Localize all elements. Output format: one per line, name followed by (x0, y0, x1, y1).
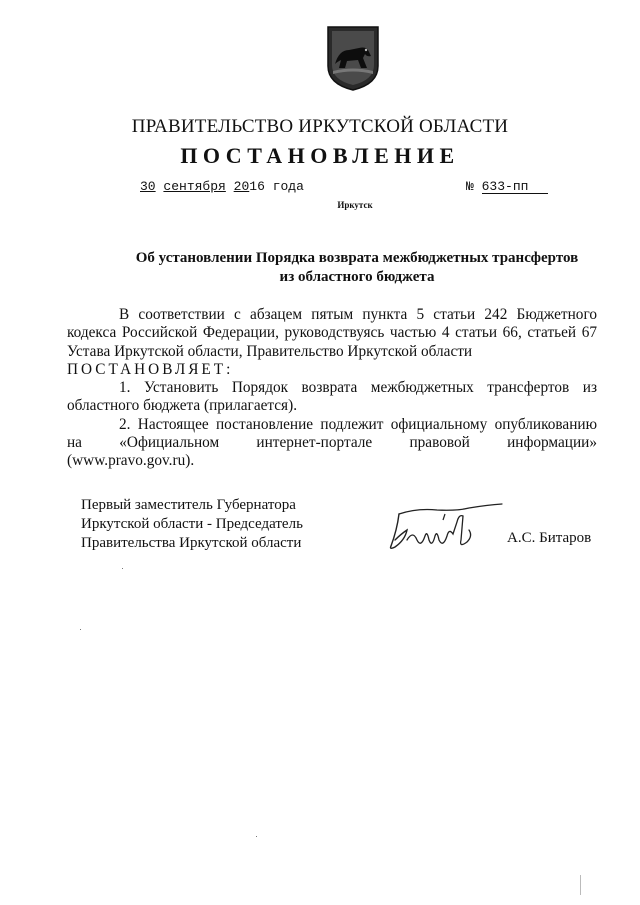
resolve-word: ПОСТАНОВЛЯЕТ: (67, 360, 234, 378)
signer-name: А.С. Битаров (507, 530, 592, 546)
handwritten-signature-icon (377, 500, 507, 555)
scan-edge-mark (580, 875, 581, 895)
scan-speck (122, 568, 123, 569)
document-type-heading: ПОСТАНОВЛЕНИЕ (180, 143, 460, 168)
number-value: 633-пп (482, 180, 548, 194)
subject-line-1: Об установлении Порядка возврата межбюджетных трансфертов (135, 250, 579, 266)
signer-position-line-2: Иркутской области - Председатель (81, 516, 303, 532)
item-2-paragraph: 2. Настоящее постановление подлежит официальному опубликованию на «Официальном интернет-портале правовой информации» (67, 415, 597, 452)
city-label: Иркутск (337, 200, 373, 210)
irkutsk-coat-of-arms-icon (325, 24, 381, 92)
date-day: 30 (140, 179, 156, 194)
item-1-paragraph: 1. Установить Порядок возврата межбюджетных трансфертов из областного бюджета (прилагается). (67, 379, 597, 415)
document-body (67, 306, 597, 471)
scan-speck (80, 629, 81, 630)
preamble-paragraph: В соответствии с абзацем пятым пункта 5 статьи 242 Бюджетного кодекса Российской Федерации, руководствуясь частью 4 статьи 66, статьей 67 Устава Иркутской области, Правительство Иркутской области (67, 306, 597, 360)
signer-position-line-3: Правительства Иркутской области (81, 535, 302, 551)
date-word: года (272, 179, 304, 194)
scan-speck (256, 836, 257, 837)
date-year-suffix: 16 (249, 179, 265, 194)
date-year-prefix: 20 (233, 179, 250, 194)
signer-position-line-1: Первый заместитель Губернатора (81, 497, 296, 513)
item-2-url: (www.pravo.gov.ru). (67, 452, 195, 470)
number-label: № (466, 179, 474, 194)
subject-line-2: из областного бюджета (279, 269, 435, 285)
document-number (466, 179, 548, 194)
signer-position (81, 496, 303, 553)
organization-title: ПРАВИТЕЛЬСТВО ИРКУТСКОЙ ОБЛАСТИ (131, 116, 509, 137)
date-month: сентября (163, 179, 226, 194)
document-subject (100, 249, 614, 287)
document-date (140, 179, 304, 194)
